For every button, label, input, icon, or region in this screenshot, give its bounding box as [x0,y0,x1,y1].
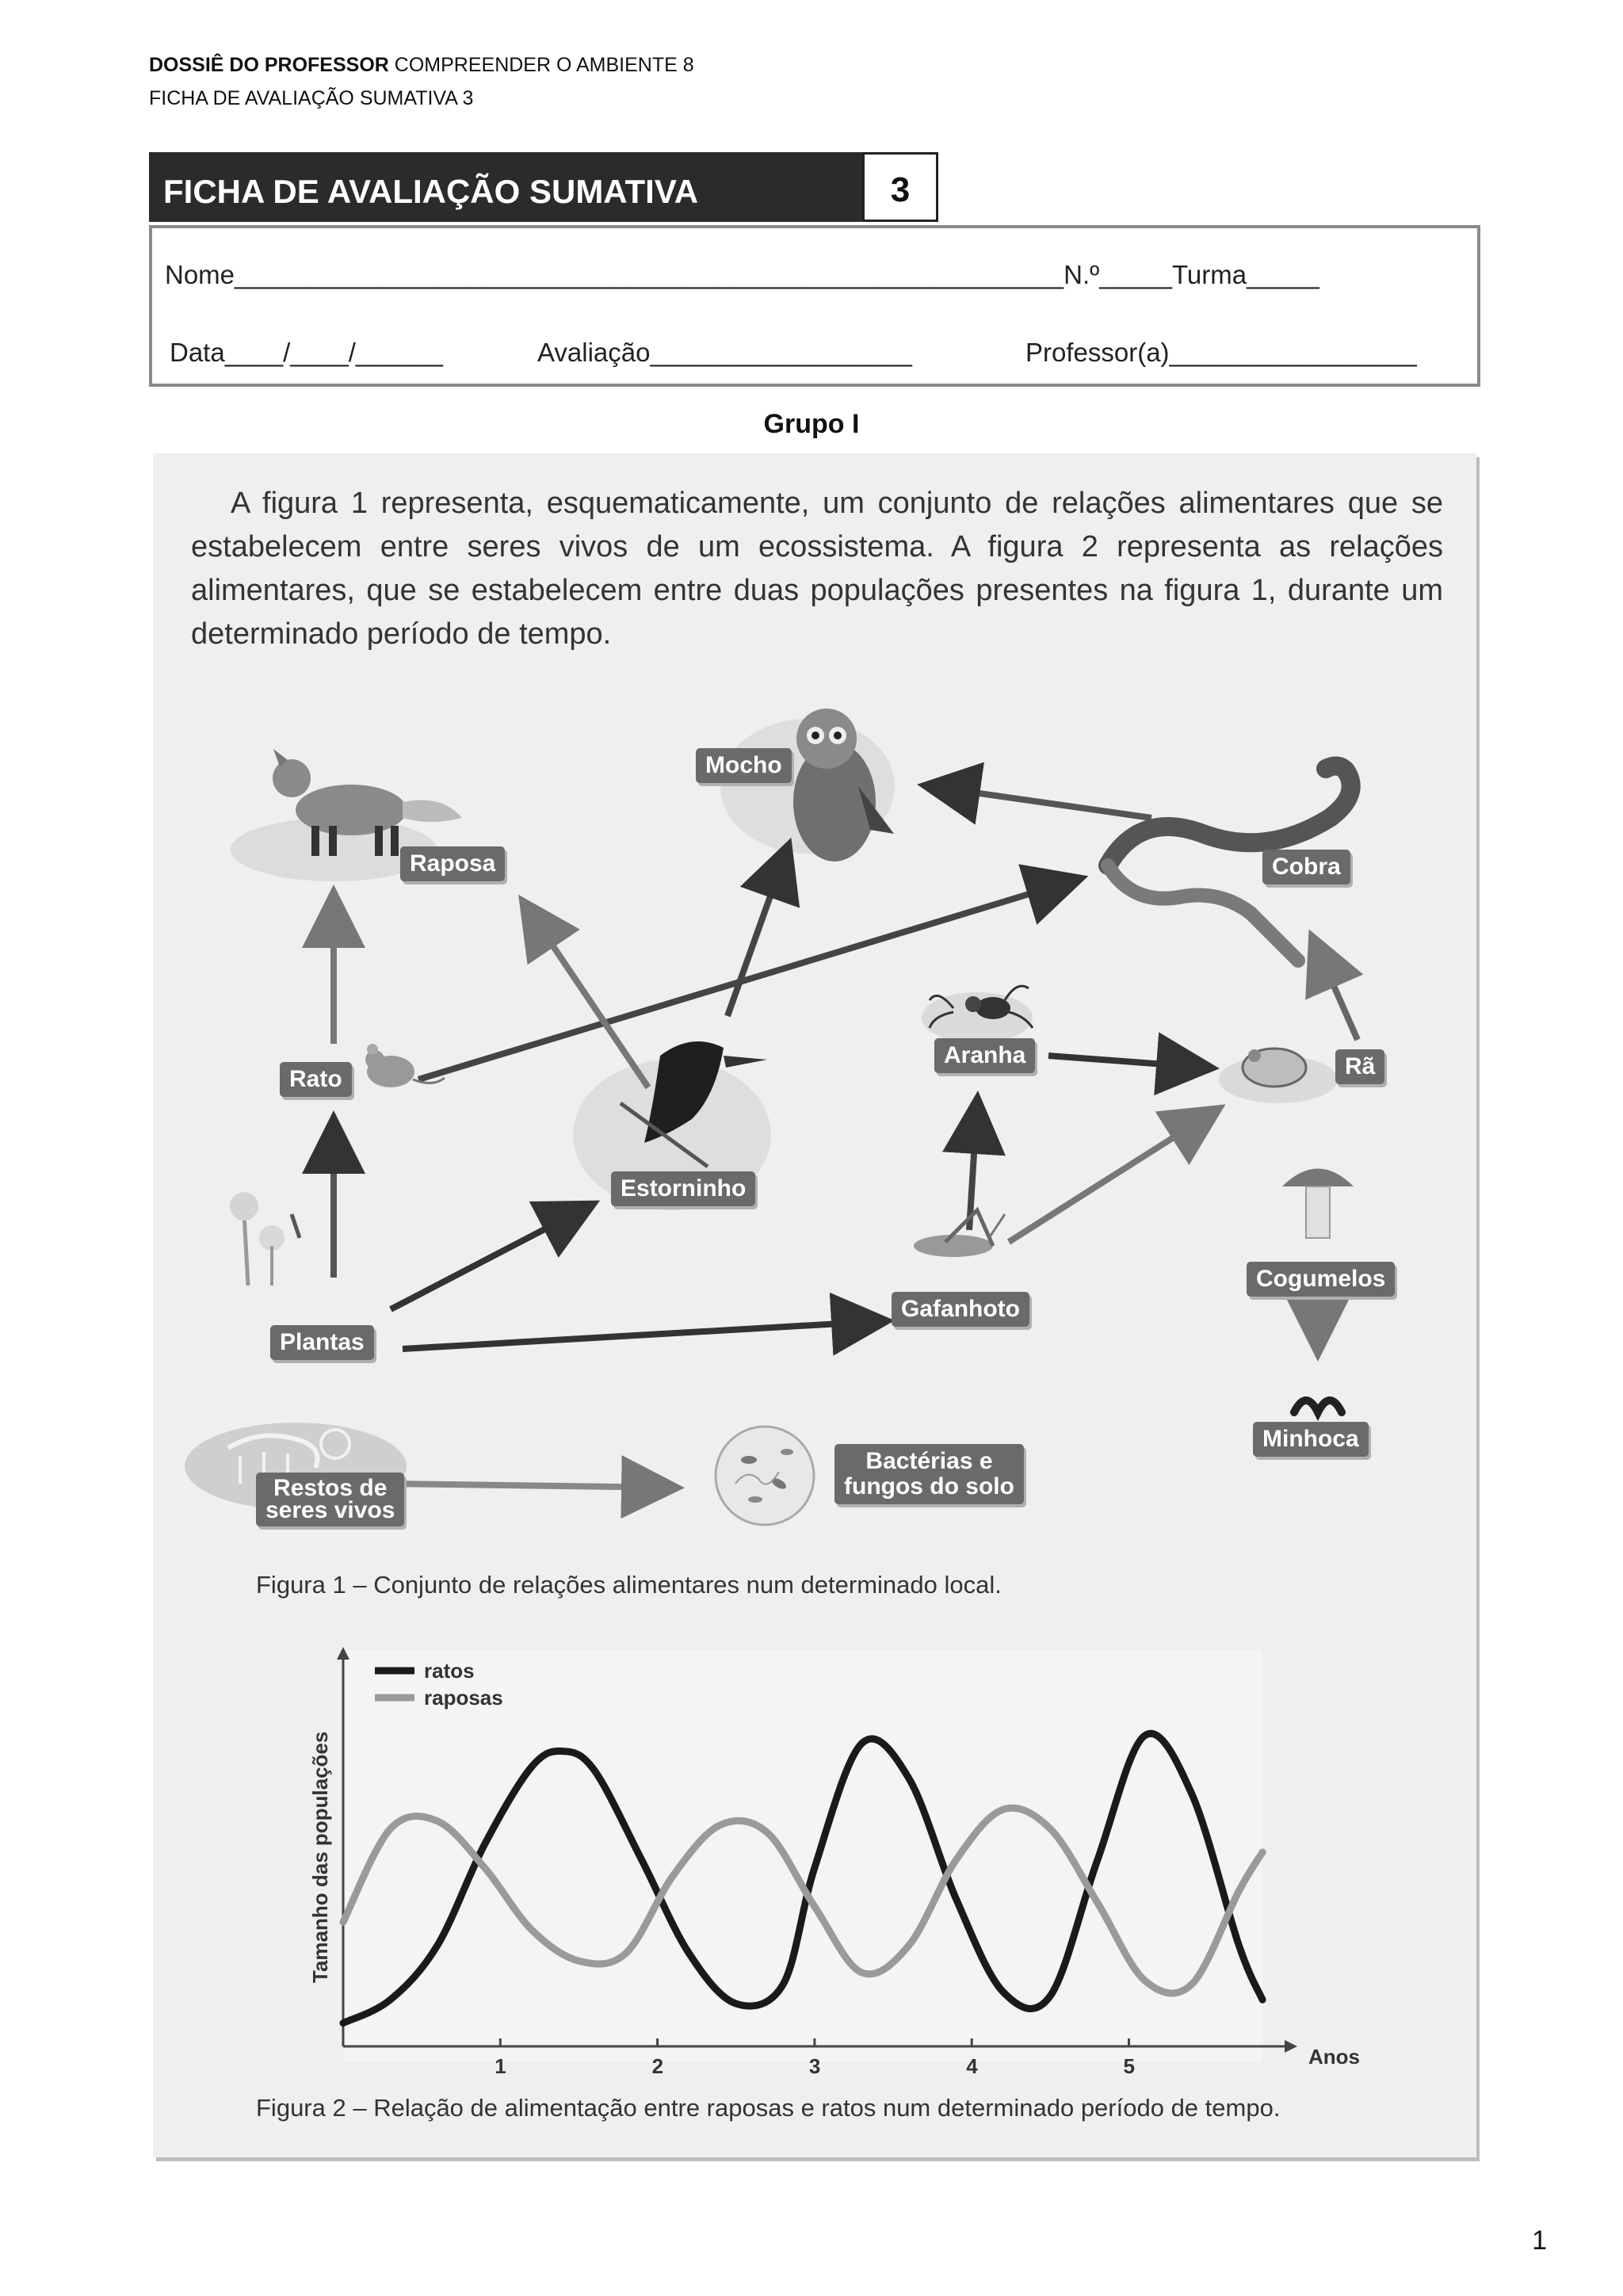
arrow-restos-bacterias [391,1484,672,1488]
arrow-ra-cobra [1314,941,1358,1040]
label-ra: Rã [1335,1049,1384,1084]
x-tick-label-3: 3 [808,2054,821,2078]
avaliacao-field[interactable]: Avaliação__________________ [537,338,912,367]
x-tick-label-1: 1 [495,2054,506,2078]
legend-label-raposas: raposas [424,1686,503,1710]
label-aranha: Aranha [934,1038,1035,1073]
x-axis-arrowhead [1285,2040,1297,2053]
title-bar: FICHA DE AVALIAÇÃO SUMATIVA [149,152,862,222]
label-plantas: Plantas [270,1325,374,1360]
x-tick-label-5: 5 [1123,2054,1135,2078]
label-bacterias [834,1444,1024,1504]
mushroom-icon [1282,1169,1354,1239]
arrow-aranha-ra [1048,1056,1207,1068]
label-gafanhoto: Gafanhoto [892,1292,1029,1327]
question-panel [153,453,1476,2157]
arrow-estorninho-raposa [525,905,648,1087]
data-field[interactable]: Data____/____/______ [170,338,443,367]
x-axis-label: Anos [1308,2045,1360,2069]
arrow-plantas-gafanhoto [403,1321,882,1349]
nome-field[interactable]: Nome_________________________________________________________N.º_____Turma_____ [165,260,1319,289]
mouse-icon [365,1044,445,1087]
label-rato: Rato [280,1062,352,1097]
population-chart [153,1626,1476,2134]
legend-label-ratos: ratos [424,1659,475,1683]
label-minhoca: Minhoca [1253,1422,1369,1457]
label-cogumelos: Cogumelos [1247,1262,1395,1297]
label-restos-line-2: seres vivos [265,1497,395,1523]
arrow-cobra-mocho [930,786,1151,818]
student-form [149,225,1480,387]
frog-icon [1243,1049,1306,1087]
x-tick-label-2: 2 [651,2054,664,2078]
bacteria-icon [716,1427,814,1525]
label-mocho: Mocho [696,748,792,783]
header-rest: COMPREENDER O AMBIENTE 8 [388,54,694,76]
professor-field[interactable]: Professor(a)_________________ [1025,338,1417,367]
label-restos-line-1: Restos de [273,1475,388,1501]
page-number: 1 [1532,2225,1547,2256]
group-title: Grupo I [763,409,860,439]
intro-text: A figura 1 representa, esquematicamente, um conjunto de relações alimentares que se estabelecem entre seres vivos de um ecossistema. A figura 2 representa as relações alimentares, que se estabelecem entre duas populações presentes na figura 1, durante um determinado período de tempo. [191,487,1443,651]
worm-icon [1294,1400,1342,1412]
label-cobra: Cobra [1262,850,1350,884]
label-bacterias-line-2: fungos do solo [844,1473,1014,1499]
y-axis-label: Tamanho das populações [308,1731,332,1983]
arrow-plantas-estorninho [391,1206,589,1309]
arrow-estorninho-mocho [727,850,787,1016]
figure1-caption: Figura 1 – Conjunto de relações alimentares num determinado local. [256,1571,1002,1599]
figure2-caption: Figura 2 – Relação de alimentação entre raposas e ratos num determinado período de tempo. [256,2094,1281,2122]
title-number: 3 [862,152,938,222]
header-line-1 [149,54,694,77]
label-restos [256,1473,404,1526]
plant-icon [230,1192,300,1286]
x-tick-label-4: 4 [966,2054,978,2078]
header-bold: DOSSIÊ DO PROFESSOR [149,54,389,76]
grasshopper-icon [914,1210,1005,1257]
label-estorninho: Estorninho [611,1171,755,1206]
label-bacterias-line-1: Bactérias e [865,1448,993,1474]
header-line-2: FICHA DE AVALIAÇÃO SUMATIVA 3 [149,87,474,109]
label-raposa: Raposa [400,846,505,881]
arrow-gafanhoto-ra [1009,1111,1215,1242]
